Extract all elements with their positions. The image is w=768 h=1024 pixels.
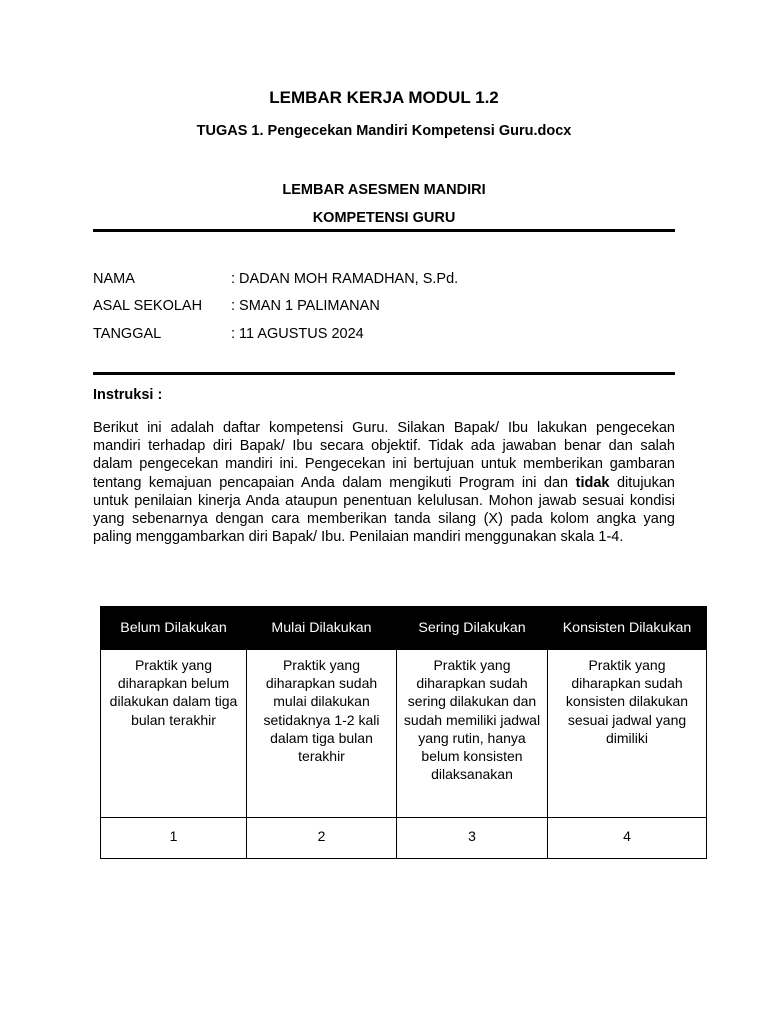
table-row bbox=[101, 818, 707, 859]
table-header-row bbox=[101, 607, 707, 650]
instructions-text-2: ditujukan untuk penilaian kinerja Anda ataupun penentuan kelulusan. Mohon jawab sesuai kondisi yang sebenarnya dengan cara memberikan tanda silang (X) pada kolom angka yang paling menggambarkan diri Bapak/ Ibu. Penilaian mandiri menggunakan skala 1-4. bbox=[93, 474, 675, 546]
document-title: LEMBAR KERJA MODUL 1.2 bbox=[269, 88, 499, 107]
instructions-text-1: Berikut ini adalah daftar kompetensi Guru. Silakan Bapak/ Ibu lakukan pengecekan mandiri terhadap diri Bapak/ Ibu secara objektif. Tidak ada jawaban benar dan salah dalam pengecekan mandiri ini. Pengecekan ini bertujuan untuk memberikan gambaran tentang kemajuan pencapaian Anda dalam mengikuti Program ini dan bbox=[93, 420, 675, 491]
table-cell: Praktik yang diharapkan sudah konsisten dilakukan sesuai jadwal yang dimiliki bbox=[548, 650, 707, 818]
field-value: : SMAN 1 PALIMANAN bbox=[231, 298, 380, 314]
table-row bbox=[101, 650, 707, 818]
table-cell: Praktik yang diharapkan belum dilakukan dalam tiga bulan terakhir bbox=[101, 650, 247, 818]
table-header-cell: Sering Dilakukan bbox=[397, 607, 548, 650]
section-heading-line1: LEMBAR ASESMEN MANDIRI bbox=[282, 182, 486, 198]
table-cell: 2 bbox=[247, 818, 397, 859]
divider-top bbox=[93, 229, 675, 232]
table-header-cell: Mulai Dilakukan bbox=[247, 607, 397, 650]
field-value: : 11 AGUSTUS 2024 bbox=[231, 326, 364, 342]
field-label: NAMA bbox=[93, 271, 135, 287]
field-label: ASAL SEKOLAH bbox=[93, 298, 203, 314]
table-header-cell: Belum Dilakukan bbox=[101, 607, 247, 650]
table-cell: Praktik yang diharapkan sudah mulai dilakukan setidaknya 1-2 kali dalam tiga bulan terakhir bbox=[247, 650, 397, 818]
table-cell: 4 bbox=[548, 818, 707, 859]
instructions-bold-word: tidak bbox=[575, 474, 610, 491]
rating-scale-table bbox=[100, 606, 707, 859]
divider-bottom bbox=[93, 372, 675, 375]
instructions-label: Instruksi : bbox=[93, 387, 163, 403]
field-value: : DADAN MOH RAMADHAN, S.Pd. bbox=[231, 271, 459, 287]
section-heading-line2: KOMPETENSI GURU bbox=[312, 210, 456, 226]
field-label: TANGGAL bbox=[93, 326, 162, 342]
instructions-paragraph bbox=[93, 419, 675, 546]
table-cell: 3 bbox=[397, 818, 548, 859]
table-cell: Praktik yang diharapkan sudah sering dilakukan dan sudah memiliki jadwal yang rutin, hanya belum konsisten dilaksanakan bbox=[397, 650, 548, 818]
document-subtitle: TUGAS 1. Pengecekan Mandiri Kompetensi Guru.docx bbox=[196, 123, 572, 139]
table-cell: 1 bbox=[101, 818, 247, 859]
table-header-cell: Konsisten Dilakukan bbox=[548, 607, 707, 650]
